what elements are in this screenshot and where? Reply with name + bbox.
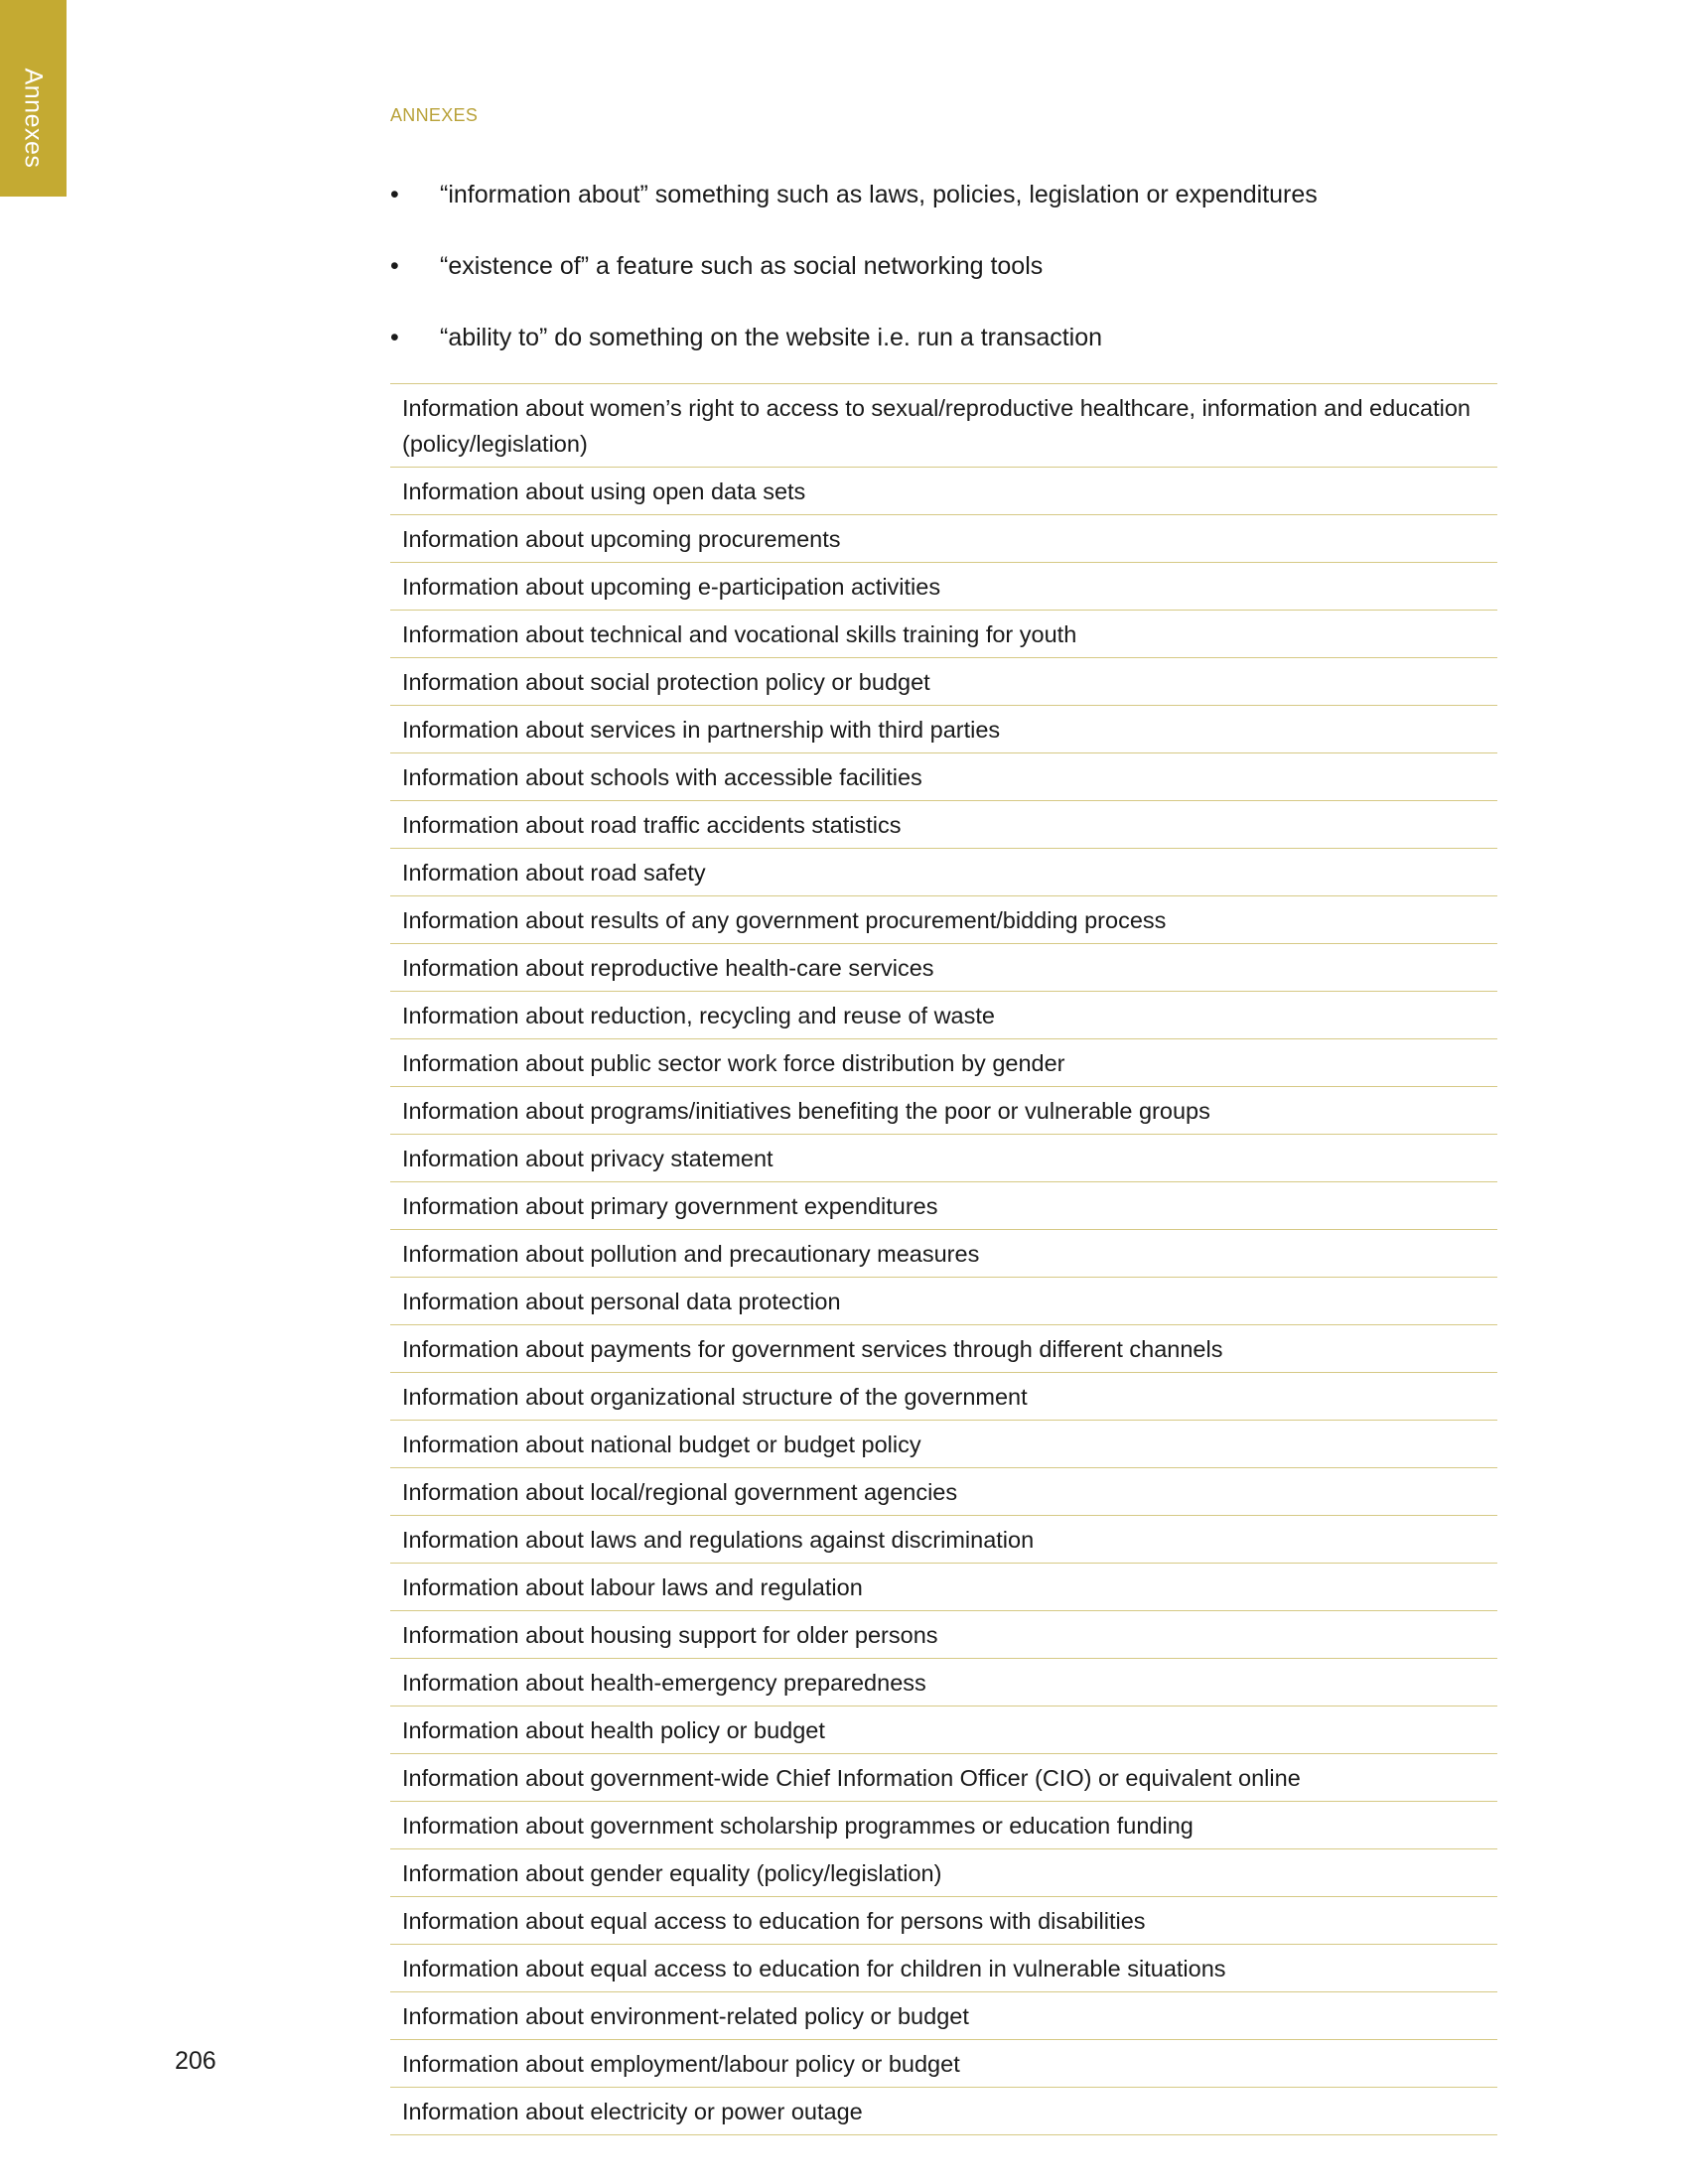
table-row bbox=[390, 706, 1497, 753]
bullet-text: “existence of” a feature such as social networking tools bbox=[440, 252, 1044, 280]
table-row bbox=[390, 658, 1497, 706]
table-row bbox=[390, 896, 1497, 944]
table-cell: Information about results of any government procurement/bidding process bbox=[390, 896, 1497, 944]
table-cell: Information about housing support for older persons bbox=[390, 1611, 1497, 1659]
running-head: ANNEXES bbox=[390, 105, 479, 125]
table-cell: Information about reproductive health-care services bbox=[390, 944, 1497, 992]
table-row bbox=[390, 944, 1497, 992]
table-cell: Information about technical and vocational skills training for youth bbox=[390, 611, 1497, 658]
table-row bbox=[390, 1135, 1497, 1182]
table-cell: Information about equal access to education for children in vulnerable situations bbox=[390, 1945, 1497, 1992]
criteria-table-body bbox=[390, 384, 1497, 2135]
table-cell: Information about environment-related policy or budget bbox=[390, 1992, 1497, 2040]
table-row bbox=[390, 1087, 1497, 1135]
table-row bbox=[390, 1897, 1497, 1945]
table-cell: Information about organizational structure of the government bbox=[390, 1373, 1497, 1421]
table-row bbox=[390, 753, 1497, 801]
table-cell: Information about pollution and precautionary measures bbox=[390, 1230, 1497, 1278]
bullet-text: “ability to” do something on the website i.e. run a transaction bbox=[440, 324, 1103, 351]
bullet-item bbox=[390, 319, 1502, 390]
table-row bbox=[390, 2040, 1497, 2088]
bullet-marker: • bbox=[390, 181, 399, 208]
table-row bbox=[390, 801, 1497, 849]
table-cell: Information about road safety bbox=[390, 849, 1497, 896]
table-row bbox=[390, 1516, 1497, 1564]
table-cell: Information about privacy statement bbox=[390, 1135, 1497, 1182]
table-cell: Information about national budget or budget policy bbox=[390, 1421, 1497, 1468]
table-row bbox=[390, 1468, 1497, 1516]
table-row bbox=[390, 1706, 1497, 1754]
table-row bbox=[390, 1849, 1497, 1897]
table-row bbox=[390, 1659, 1497, 1706]
table-cell: Information about laws and regulations against discrimination bbox=[390, 1516, 1497, 1564]
bullet-marker: • bbox=[390, 252, 399, 280]
table-row bbox=[390, 1802, 1497, 1849]
section-side-tab bbox=[0, 0, 67, 197]
table-cell: Information about upcoming procurements bbox=[390, 515, 1497, 563]
table-cell: Information about services in partnership with third parties bbox=[390, 706, 1497, 753]
table-cell: Information about electricity or power outage bbox=[390, 2088, 1497, 2135]
table-cell: Information about women’s right to access to sexual/reproductive healthcare, information and education (policy/legislation) bbox=[390, 384, 1497, 468]
bullet-item bbox=[390, 247, 1502, 319]
table-row bbox=[390, 1325, 1497, 1373]
table-cell: Information about social protection policy or budget bbox=[390, 658, 1497, 706]
table-cell: Information about labour laws and regulation bbox=[390, 1564, 1497, 1611]
table-cell: Information about road traffic accidents statistics bbox=[390, 801, 1497, 849]
table-row bbox=[390, 1373, 1497, 1421]
table-cell: Information about health policy or budget bbox=[390, 1706, 1497, 1754]
bullet-text: “information about” something such as laws, policies, legislation or expenditures bbox=[440, 181, 1318, 208]
table-row bbox=[390, 992, 1497, 1039]
table-cell: Information about health-emergency preparedness bbox=[390, 1659, 1497, 1706]
bullet-marker: • bbox=[390, 324, 399, 351]
table-cell: Information about using open data sets bbox=[390, 468, 1497, 515]
table-cell: Information about gender equality (policy/legislation) bbox=[390, 1849, 1497, 1897]
table-row bbox=[390, 384, 1497, 468]
table-row bbox=[390, 1754, 1497, 1802]
table-row bbox=[390, 1421, 1497, 1468]
table-row bbox=[390, 468, 1497, 515]
table-row bbox=[390, 1945, 1497, 1992]
criteria-table bbox=[390, 383, 1497, 2135]
table-row bbox=[390, 1182, 1497, 1230]
table-row bbox=[390, 1230, 1497, 1278]
table-cell: Information about reduction, recycling and reuse of waste bbox=[390, 992, 1497, 1039]
bullet-list bbox=[390, 176, 1502, 390]
table-row bbox=[390, 1039, 1497, 1087]
table-cell: Information about government scholarship programmes or education funding bbox=[390, 1802, 1497, 1849]
table-row bbox=[390, 611, 1497, 658]
table-cell: Information about upcoming e-participation activities bbox=[390, 563, 1497, 611]
table-cell: Information about schools with accessible facilities bbox=[390, 753, 1497, 801]
table-row bbox=[390, 849, 1497, 896]
table-cell: Information about public sector work force distribution by gender bbox=[390, 1039, 1497, 1087]
table-cell: Information about payments for government services through different channels bbox=[390, 1325, 1497, 1373]
table-cell: Information about equal access to education for persons with disabilities bbox=[390, 1897, 1497, 1945]
table-row bbox=[390, 1564, 1497, 1611]
page-number: 206 bbox=[175, 2047, 216, 2075]
side-tab-label: Annexes bbox=[19, 68, 48, 169]
table-cell: Information about government-wide Chief Information Officer (CIO) or equivalent online bbox=[390, 1754, 1497, 1802]
table-row bbox=[390, 515, 1497, 563]
table-cell: Information about employment/labour policy or budget bbox=[390, 2040, 1497, 2088]
table-row bbox=[390, 2088, 1497, 2135]
table-row bbox=[390, 1611, 1497, 1659]
table-cell: Information about primary government expenditures bbox=[390, 1182, 1497, 1230]
table-cell: Information about local/regional government agencies bbox=[390, 1468, 1497, 1516]
table-cell: Information about personal data protection bbox=[390, 1278, 1497, 1325]
table-row bbox=[390, 1278, 1497, 1325]
table-row bbox=[390, 563, 1497, 611]
bullet-item bbox=[390, 176, 1502, 247]
table-cell: Information about programs/initiatives benefiting the poor or vulnerable groups bbox=[390, 1087, 1497, 1135]
table-row bbox=[390, 1992, 1497, 2040]
